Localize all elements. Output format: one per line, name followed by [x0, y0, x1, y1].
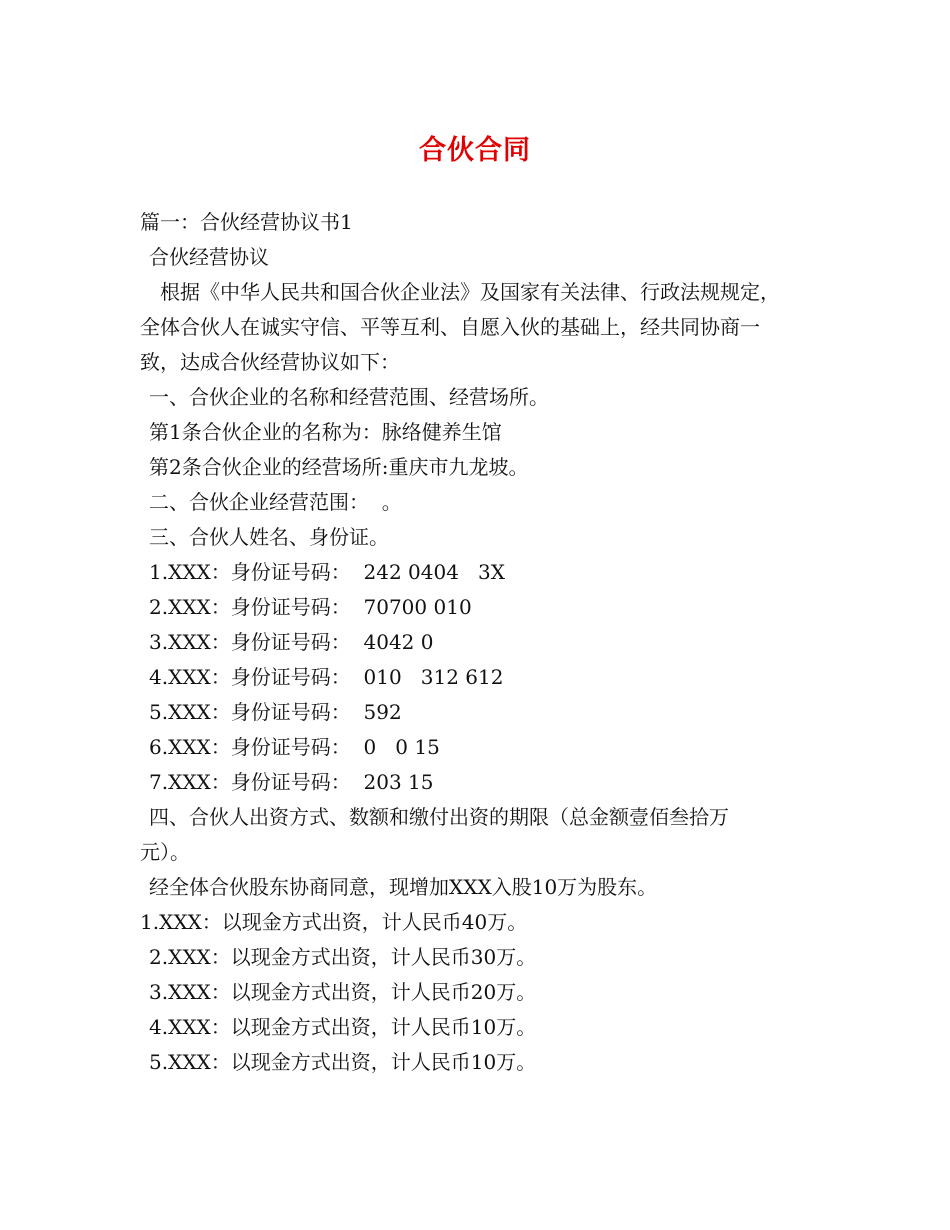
- contribution-item: 1.XXX：以现金方式出资，计人民币40万。: [140, 910, 528, 934]
- partner-id-item: 6.XXX：身份证号码： 0 0 15: [149, 735, 440, 759]
- partner-id-item: 3.XXX：身份证号码： 4042 0: [149, 630, 434, 654]
- contribution-item: 2.XXX：以现金方式出资，计人民币30万。: [149, 945, 537, 969]
- clause-heading-1: 一、合伙企业的名称和经营范围、经营场所。: [149, 385, 549, 409]
- section-heading-1: 篇一：合伙经营协议书1: [140, 210, 353, 234]
- partner-id-item: 5.XXX：身份证号码： 592: [149, 700, 402, 724]
- agreement-title: 合伙经营协议: [149, 245, 269, 269]
- contribution-item: 3.XXX：以现金方式出资，计人民币20万。: [149, 980, 537, 1004]
- preamble-line-1: 根据《中华人民共和国合伙企业法》及国家有关法律、行政法规规定，: [160, 280, 780, 304]
- clause-heading-3: 三、合伙人姓名、身份证。: [149, 525, 389, 549]
- document-body: [140, 205, 830, 1080]
- preamble-line-3: 致，达成合伙经营协议如下：: [140, 350, 400, 374]
- document-title: 合伙合同: [419, 135, 531, 166]
- contribution-item: 4.XXX：以现金方式出资，计人民币10万。: [149, 1015, 537, 1039]
- clause-heading-4-cont: 元）。: [140, 840, 190, 864]
- clause-heading-4: 四、合伙人出资方式、数额和缴付出资的期限（总金额壹佰叁拾万: [149, 805, 729, 829]
- partner-id-item: 4.XXX：身份证号码： 010 312 612: [149, 665, 504, 689]
- partner-id-item: 1.XXX：身份证号码： 242 0404 3X: [149, 560, 505, 584]
- partner-id-item: 7.XXX：身份证号码： 203 15: [149, 770, 434, 794]
- capital-note: 经全体合伙股东协商同意，现增加XXX入股10万为股东。: [149, 875, 658, 899]
- clause-article-1: 第1条合伙企业的名称为：脉络健养生馆: [149, 420, 502, 444]
- preamble-line-2: 全体合伙人在诚实守信、平等互利、自愿入伙的基础上，经共同协商一: [140, 315, 760, 339]
- clause-article-2: 第2条合伙企业的经营场所:重庆市九龙坡。: [149, 455, 529, 479]
- partner-id-item: 2.XXX：身份证号码： 70700 010: [149, 595, 472, 619]
- contribution-item: 5.XXX：以现金方式出资，计人民币10万。: [149, 1050, 537, 1074]
- clause-heading-2: 二、合伙企业经营范围： 。: [149, 490, 402, 514]
